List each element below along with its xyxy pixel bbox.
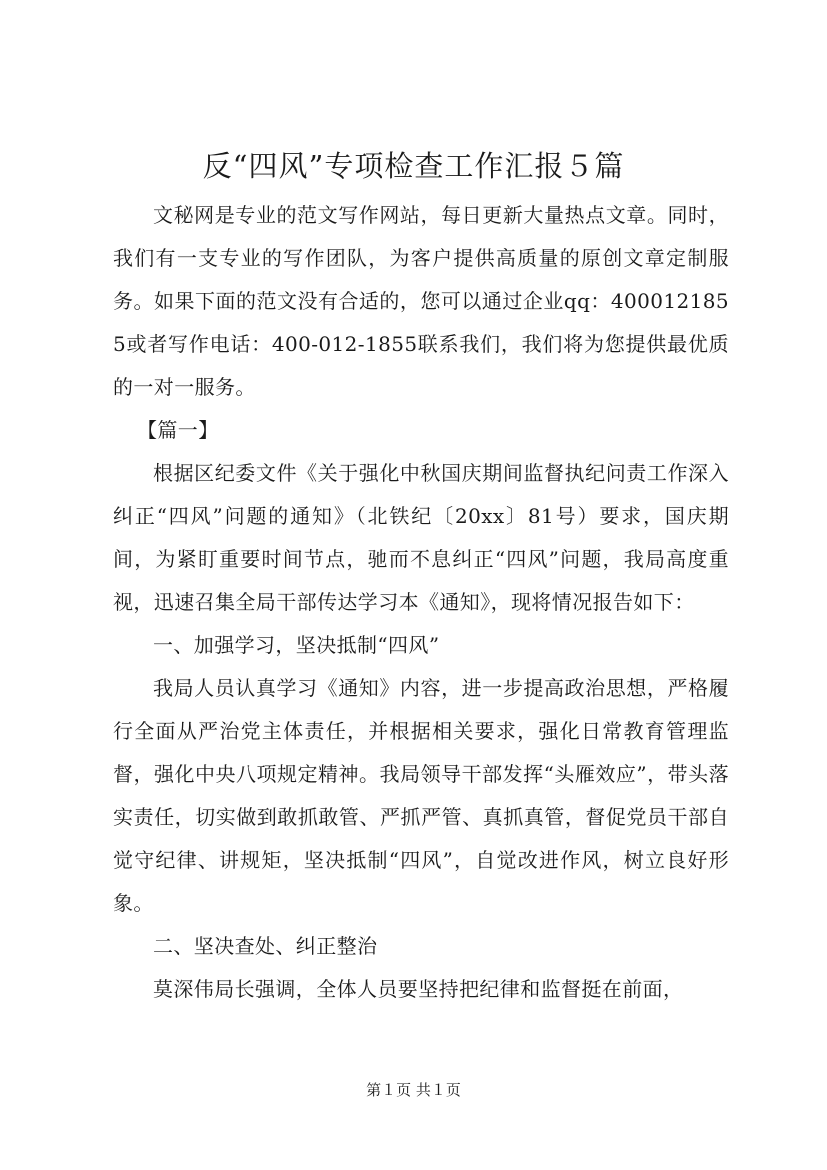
body-paragraph: 莫深伟局长强调，全体人员要坚持把纪律和监督挺在前面， <box>153 977 684 1001</box>
document-body <box>113 194 729 1011</box>
intro-paragraph: 文秘网是专业的范文写作网站，每日更新大量热点文章。同时，我们有一支专业的写作团队，为客户提供高质量的原创文章定制服务。如果下面的范文没有合适的，您可以通过企业qq：4000121855或者写作电话：400-012-1855联系我们，我们将为您提供最优质的一对一服务。 <box>113 203 729 399</box>
section-label: 【篇一】 <box>137 418 219 442</box>
body-paragraph: 我局人员认真学习《通知》内容，进一步提高政治思想，严格履行全面从严治党主体责任，并根据相关要求，强化日常教育管理监督，强化中央八项规定精神。我局领导干部发挥“头雁效应”，带头落实责任，切实做到敢抓敢管、严抓严管、真抓真管，督促党员干部自觉守纪律、讲规矩，坚决抵制“四风”，自觉改进作风，树立良好形象。 <box>113 676 729 915</box>
section-heading: 一、加强学习，坚决抵制“四风” <box>153 633 440 657</box>
section-heading: 二、坚决查处、纠正整治 <box>153 934 378 958</box>
document-title: 反“四风”专项检查工作汇报５篇 <box>202 149 625 183</box>
page-footer: 第１页 共１页 <box>366 1081 461 1099</box>
body-paragraph: 根据区纪委文件《关于强化中秋国庆期间监督执纪问责工作深入纠正“四风”问题的通知》（北铁纪〔20xx〕81号）要求，国庆期间，为紧盯重要时间节点，驰而不息纠正“四风”问题，我局高度重视，迅速召集全局干部传达学习本《通知》，现将情况报告如下： <box>113 461 729 614</box>
